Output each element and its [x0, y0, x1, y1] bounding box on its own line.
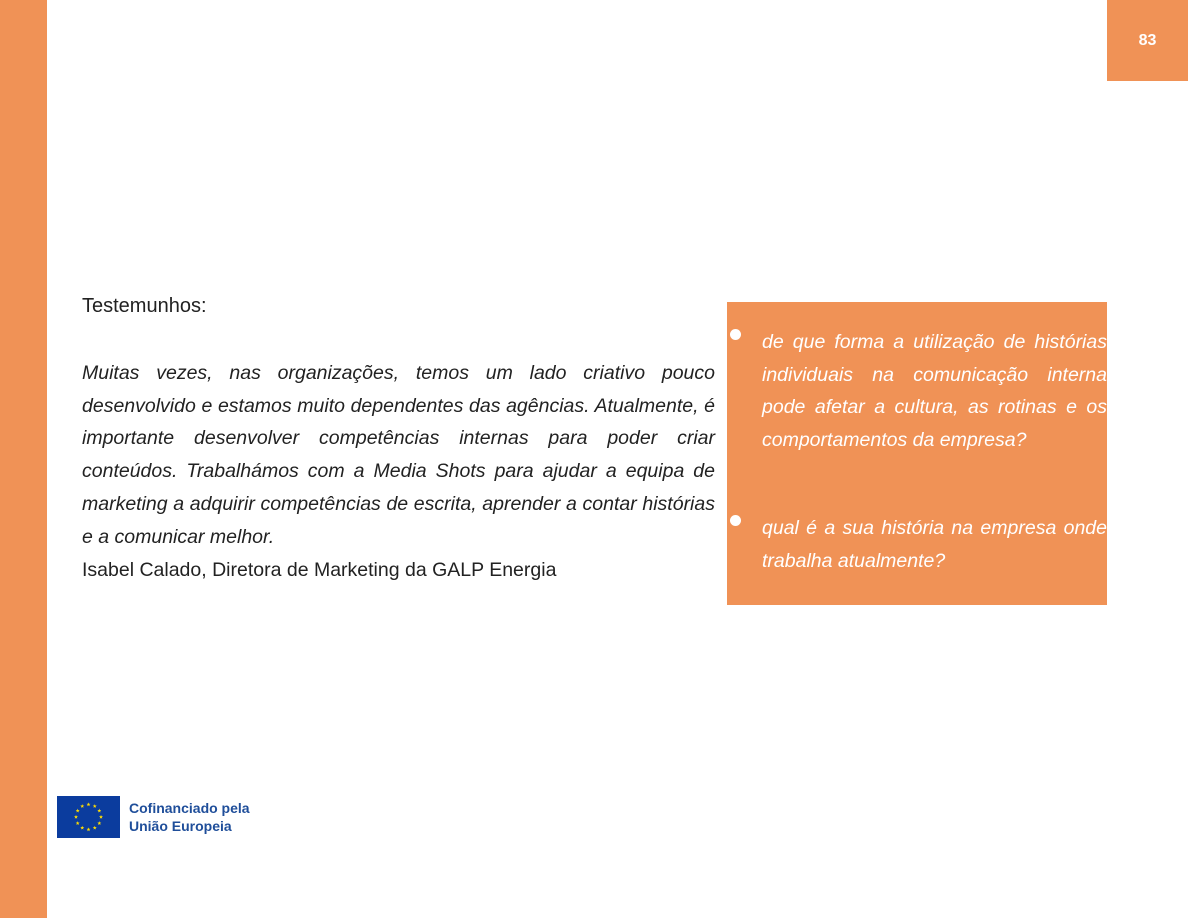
bullet-icon — [730, 515, 741, 526]
bullet-icon — [730, 329, 741, 340]
reflection-questions-box — [727, 302, 1107, 605]
testimonial-quote: Muitas vezes, nas organizações, temos um lado criativo pouco desenvolvido e estamos muito dependentes das agências. Atualmente, é importante desenvolver competências internas para poder criar conteúdos. Trabalhámos com a Media Shots para ajudar a equipa de marketing a adquirir competências de escrita, aprender a contar histórias e a comunicar melhor. — [82, 362, 715, 548]
question-item — [727, 326, 1107, 457]
question-text: de que forma a utilização de histórias individuais na comunicação interna pode afetar a cultura, as rotinas e os comportamentos da empresa? — [762, 331, 1107, 452]
question-item — [727, 512, 1107, 577]
page-number-box — [1107, 0, 1188, 81]
eu-text-line-1: Cofinanciado pela — [129, 800, 250, 816]
testimonial-author: Isabel Calado, Diretora de Marketing da GALP Energia — [82, 559, 557, 581]
testimonials-heading: Testemunhos: — [82, 295, 207, 317]
page-number: 83 — [1138, 31, 1157, 49]
eu-text-line-2: União Europeia — [129, 818, 232, 834]
eu-cofunding-logo — [57, 796, 257, 838]
eu-flag-icon — [57, 796, 120, 838]
question-text: qual é a sua história na empresa onde trabalha atualmente? — [762, 517, 1107, 572]
eu-cofunding-text — [129, 799, 250, 835]
left-accent-band — [0, 0, 47, 918]
